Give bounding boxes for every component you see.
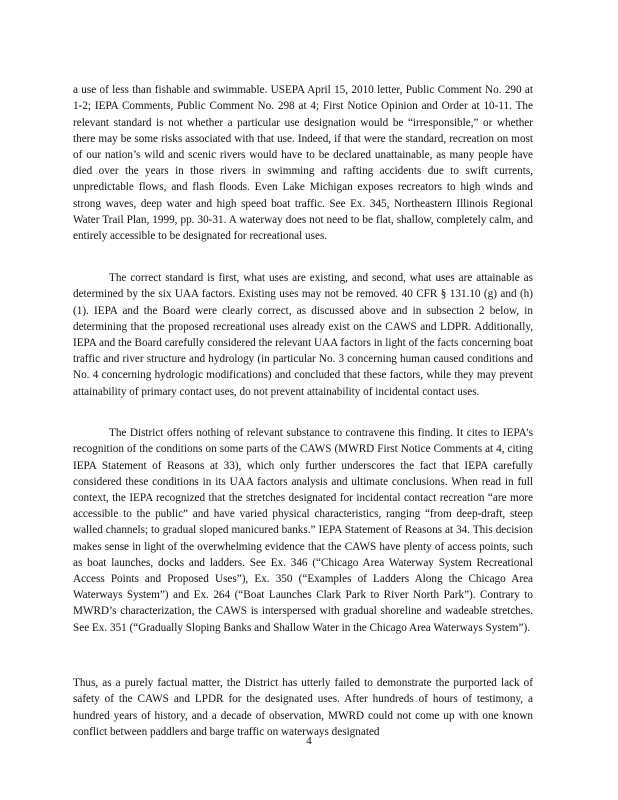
page-number: 4 xyxy=(306,735,312,747)
paragraph-4: Thus, as a purely factual matter, the District has utterly failed to demonstrate the purported lack of safety of the CAWS and LPDR for the designated uses. After hundreds of hours of testimony, a hundred years of history, and a decade of observation, MWRD could not come up with one known conflict between paddlers and barge traffic on waterways designated xyxy=(73,677,533,738)
paragraph-3: The District offers nothing of relevant substance to contravene this finding. It cites to IEPA’s recognition of the conditions on some parts of the CAWS (MWRD First Notice Comments at 4, citing IEPA Statement of Reasons at 33), which only further underscores the fact that IEPA carefully considered these conditions in its UAA factors analysis and ultimate conclusions. When read in full context, the IEPA recognized that the stretches designated for incidental contact recreation “are more accessible to the public” and have varied physical characteristics, ranging “from deep-draft, steep walled channels; to gradual sloped manicured banks.” IEPA Statement of Reasons at 34. This decision makes sense in light of the overwhelming evidence that the CAWS have plenty of access points, such as boat launches, docks and ladders. See Ex. 346 (“Chicago Area Waterway System Recreational Access Points and Proposed Uses”), Ex. 350 (“Examples of Ladders Along the Chicago Area Waterways System”) and Ex. 264 (“Boat Launches Clark Park to River North Park”). Contrary to MWRD’s characterization, the CAWS is interspersed with gradual shoreline and wadeable stretches. See Ex. 351 (“Gradually Sloping Banks and Shallow Water in the Chicago Area Waterways System”). xyxy=(73,427,533,634)
paragraph-2: The correct standard is first, what uses are existing, and second, what uses are attainable as determined by the six UAA factors. Existing uses may not be removed. 40 CFR § 131.10 (g) and (h)(1). IEPA and the Board were clearly correct, as discussed above and in subsection 2 below, in determining that the proposed recreational uses already exist on the CAWS and LDPR. Additionally, IEPA and the Board carefully considered the relevant UAA factors in light of the facts concerning boat traffic and river structure and hydrology (in particular No. 3 concerning human caused conditions and No. 4 concerning hydrologic modifications) and concluded that these factors, while they may prevent attainability of primary contact uses, do not prevent attainability of incidental contact uses. xyxy=(73,272,533,398)
paragraph-1: a use of less than fishable and swimmable. USEPA April 15, 2010 letter, Public Comment No. 290 at 1-2; IEPA Comments, Public Comment No. 298 at 4; First Notice Opinion and Order at 10-11. The relevant standard is not whether a particular use designation would be “irresponsible,” or whether there may be some risks associated with that use. Indeed, if that were the standard, recreation on most of our nation’s wild and scenic rivers would have to be declared unattainable, as many people have died over the years in those rivers in swimming and rafting accidents due to swift currents, unpredictable flows, and flash floods. Even Lake Michigan exposes recreators to high winds and strong waves, deep water and high speed boat traffic. See Ex. 345, Northeastern Illinois Regional Water Trail Plan, 1999, pp. 30-31. A waterway does not need to be flat, shallow, completely calm, and entirely accessible to be designated for recreational uses. xyxy=(73,84,533,243)
